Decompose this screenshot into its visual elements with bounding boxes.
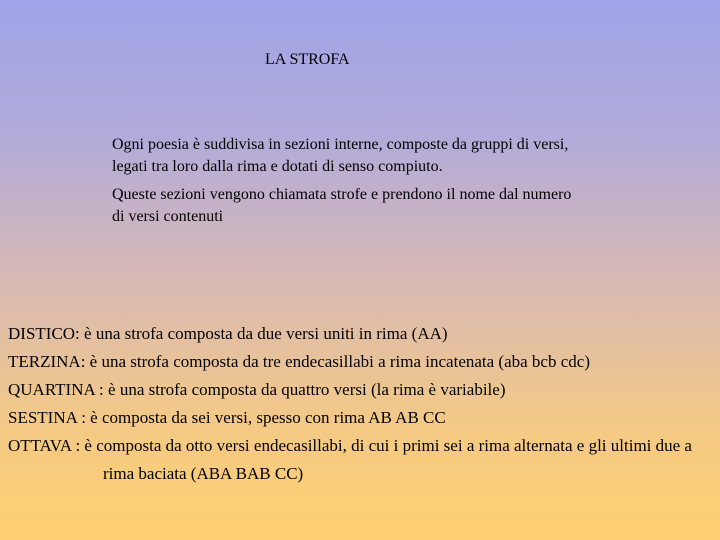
definitions-list — [8, 320, 720, 488]
slide-title: LA STROFA — [265, 51, 350, 68]
intro-paragraph: Queste sezioni vengono chiamata strofe e prendono il nome dal numero di versi contenuti — [112, 186, 572, 225]
intro-text — [112, 134, 582, 234]
intro-paragraph: Ogni poesia è suddivisa in sezioni interne, composte da gruppi di versi, legati tra loro dalla rima e dotati di senso compiuto. — [112, 136, 569, 175]
definition-distico: DISTICO: è una strofa composta da due versi uniti in rima (AA) — [8, 324, 448, 343]
definition-quartina: QUARTINA : è una strofa composta da quattro versi (la rima è variabile) — [8, 380, 506, 399]
definition-terzina: TERZINA: è una strofa composta da tre endecasillabi a rima incatenata (aba bcb cdc) — [8, 352, 590, 371]
definition-ottava: OTTAVA : è composta da otto versi endecasillabi, di cui i primi sei a rima alternata e gli ultimi due a rima baciata (ABA BAB CC) — [8, 436, 692, 483]
definition-sestina: SESTINA : è composta da sei versi, spesso con rima AB AB CC — [8, 408, 446, 427]
